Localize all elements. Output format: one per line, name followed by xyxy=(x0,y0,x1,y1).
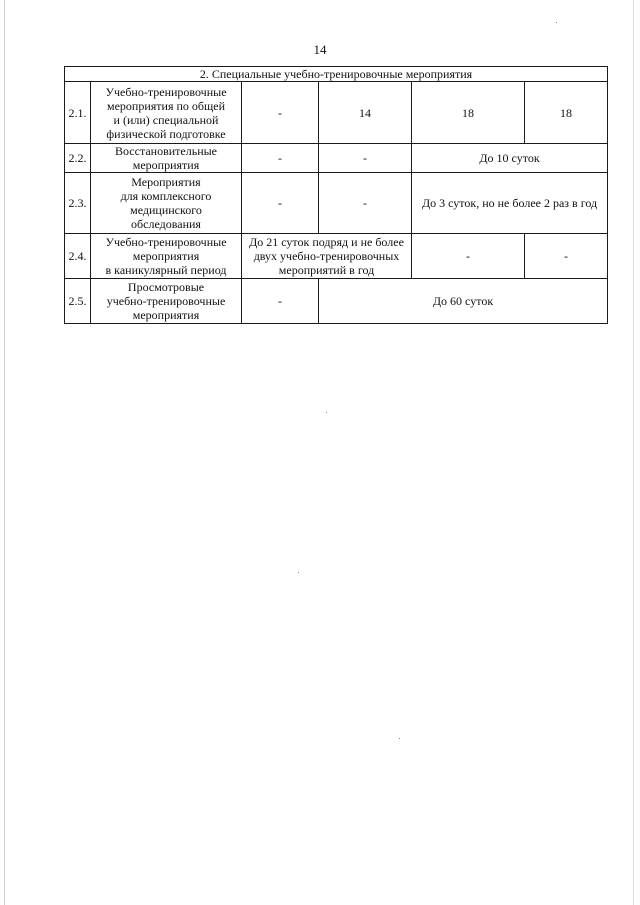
row-number: 2.5. xyxy=(65,279,91,324)
activity-name-line: физической подготовке xyxy=(106,126,226,141)
activity-name xyxy=(91,279,242,324)
activity-name-line: Мероприятия xyxy=(131,175,201,189)
activity-name-line: медицинского xyxy=(130,203,202,217)
activity-name-line: и (или) специальной xyxy=(113,112,219,127)
section-title: 2. Специальные учебно-тренировочные мероприятия xyxy=(65,67,608,82)
value-cell: - xyxy=(242,279,319,324)
section-header-row xyxy=(65,67,608,82)
value-cell: 14 xyxy=(319,82,412,144)
activity-name-line: мероприятия xyxy=(132,308,200,322)
activity-name xyxy=(91,173,242,234)
activity-name-line: для комплексного xyxy=(120,189,212,203)
activity-name-line: обследования xyxy=(131,217,201,231)
value-line: двух учебно-тренировочных xyxy=(253,249,400,263)
activity-name-line: Учебно-тренировочные xyxy=(105,235,227,249)
table-row xyxy=(65,82,608,144)
scan-speck xyxy=(298,572,299,573)
value-line: мероприятий в год xyxy=(278,263,375,277)
activity-name xyxy=(91,234,242,279)
row-number: 2.2. xyxy=(65,144,91,173)
scan-speck xyxy=(556,22,557,23)
table-row xyxy=(65,279,608,324)
table-row xyxy=(65,234,608,279)
value-cell: 18 xyxy=(412,82,525,144)
value-cell: 18 xyxy=(525,82,608,144)
page-edge-left xyxy=(4,0,5,905)
value-cell: - xyxy=(319,144,412,173)
row-number: 2.4. xyxy=(65,234,91,279)
value-cell xyxy=(242,234,412,279)
activities-table xyxy=(64,66,608,324)
activity-name-line: Восстановительные xyxy=(114,144,218,158)
activity-name-line: мероприятия xyxy=(132,249,200,263)
row-number: 2.1. xyxy=(65,82,91,144)
activity-name-line: учебно-тренировочные xyxy=(106,294,226,308)
page-edge-right xyxy=(633,0,634,905)
table-row xyxy=(65,144,608,173)
page-number: 14 xyxy=(313,42,327,57)
value-cell: - xyxy=(242,173,319,234)
value-cell: До 10 суток xyxy=(412,144,608,173)
activity-name-line: Просмотровые xyxy=(127,280,205,294)
value-cell: - xyxy=(242,144,319,173)
row-number: 2.3. xyxy=(65,173,91,234)
value-line: До 21 суток подряд и не более xyxy=(249,235,404,249)
table-row xyxy=(65,173,608,234)
activity-name-line: Учебно-тренировочные xyxy=(105,84,227,99)
value-cell: - xyxy=(319,173,412,234)
activity-name-line: мероприятия xyxy=(132,158,200,172)
value-cell: До 60 суток xyxy=(319,279,608,324)
value-cell: - xyxy=(412,234,525,279)
value-cell: - xyxy=(525,234,608,279)
activity-name-line: в каникулярный период xyxy=(105,263,227,277)
activity-name xyxy=(91,144,242,173)
scan-speck xyxy=(326,412,327,413)
value-cell: - xyxy=(242,82,319,144)
activity-name-line: мероприятия по общей xyxy=(107,98,225,113)
value-cell: До 3 суток, но не более 2 раз в год xyxy=(412,173,608,234)
scan-speck xyxy=(399,738,400,739)
activity-name xyxy=(91,82,242,144)
